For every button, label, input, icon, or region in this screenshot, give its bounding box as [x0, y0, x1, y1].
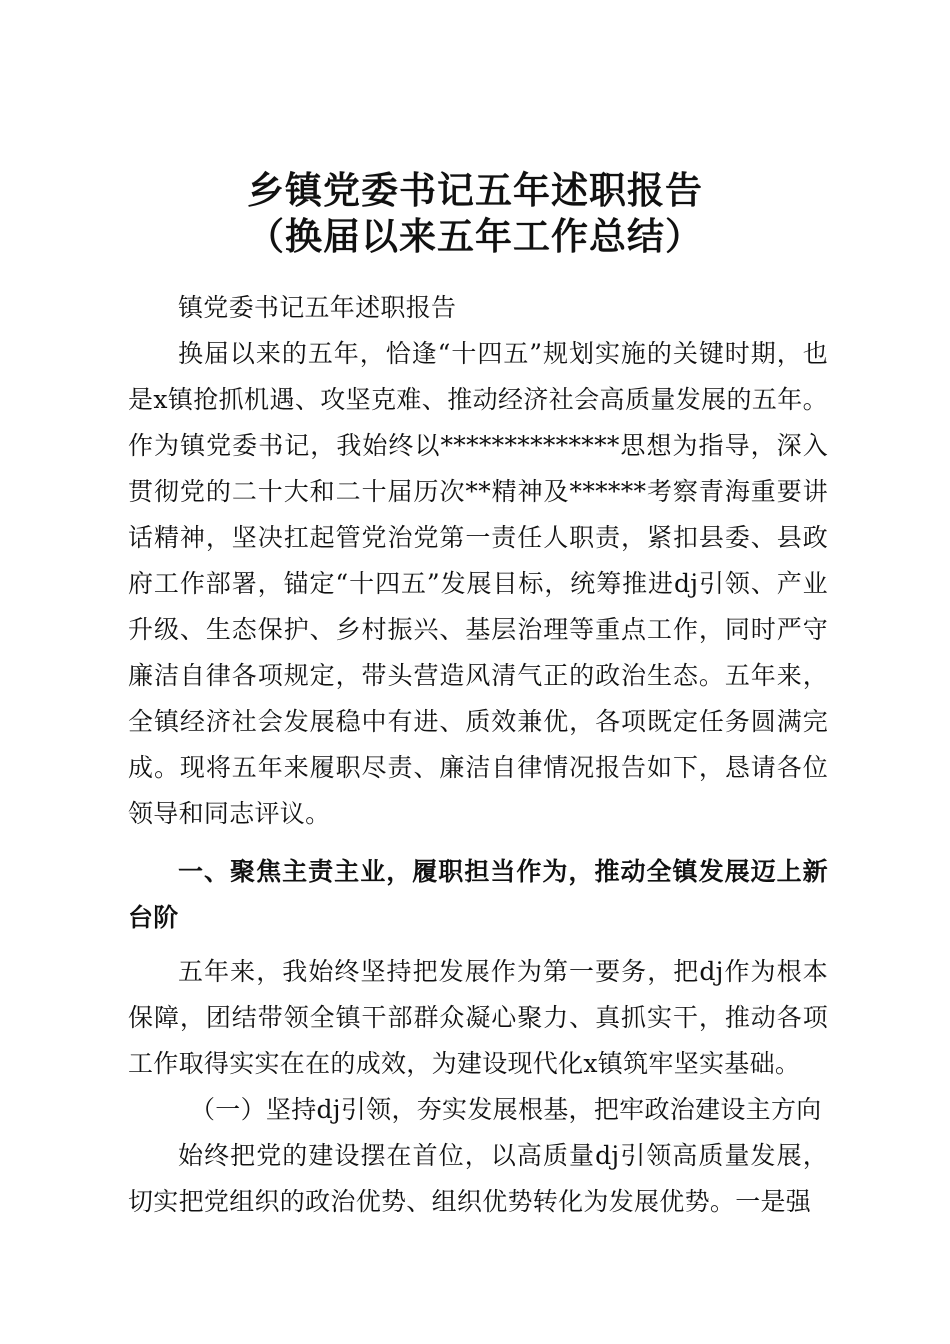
paragraph-subsection-1: 始终把党的建设摆在首位，以高质量dj引领高质量发展，切实把党组织的政治优势、组织优势转化为发展优势。一是强 [128, 1141, 828, 1216]
paragraph-section-1: 五年来，我始终坚持把发展作为第一要务，把dj作为根本保障，团结带领全镇干部群众凝心聚力、真抓实干，推动各项工作取得实实在在的成效，为建设现代化x镇筑牢坚实基础。 [128, 957, 828, 1078]
paragraph-intro-label: 镇党委书记五年述职报告 [178, 293, 457, 322]
document-body [128, 285, 828, 1225]
subsection-heading-1: （一）坚持dj引领，夯实发展根基，把牢政治建设主方向 [190, 1095, 822, 1124]
paragraph-opening: 换届以来的五年，恰逢“十四五”规划实施的关键时期，也是x镇抢抓机遇、攻坚克难、推动经济社会高质量发展的五年。作为镇党委书记，我始终以**************思想为指导，深入贯彻党的二十大和二十届历次**精神及******考察青海重要讲话精神，坚决扛起管党治党第一责任人职责，紧扣县委、县政府工作部署，锚定“十四五”发展目标，统筹推进dj引领、产业升级、生态保护、乡村振兴、基层治理等重点工作，同时严守廉洁自律各项规定，带头营造风清气正的政治生态。五年来，全镇经济社会发展稳中有进、质效兼优，各项既定任务圆满完成。现将五年来履职尽责、廉洁自律情况报告如下，恳请各位领导和同志评议。 [128, 339, 828, 828]
document-title: 乡镇党委书记五年述职报告 [247, 168, 703, 212]
document-subtitle: （换届以来五年工作总结） [247, 214, 703, 258]
section-heading-1: 一、聚焦主责主业，履职担当作为，推动全镇发展迈上新台阶 [128, 857, 828, 932]
